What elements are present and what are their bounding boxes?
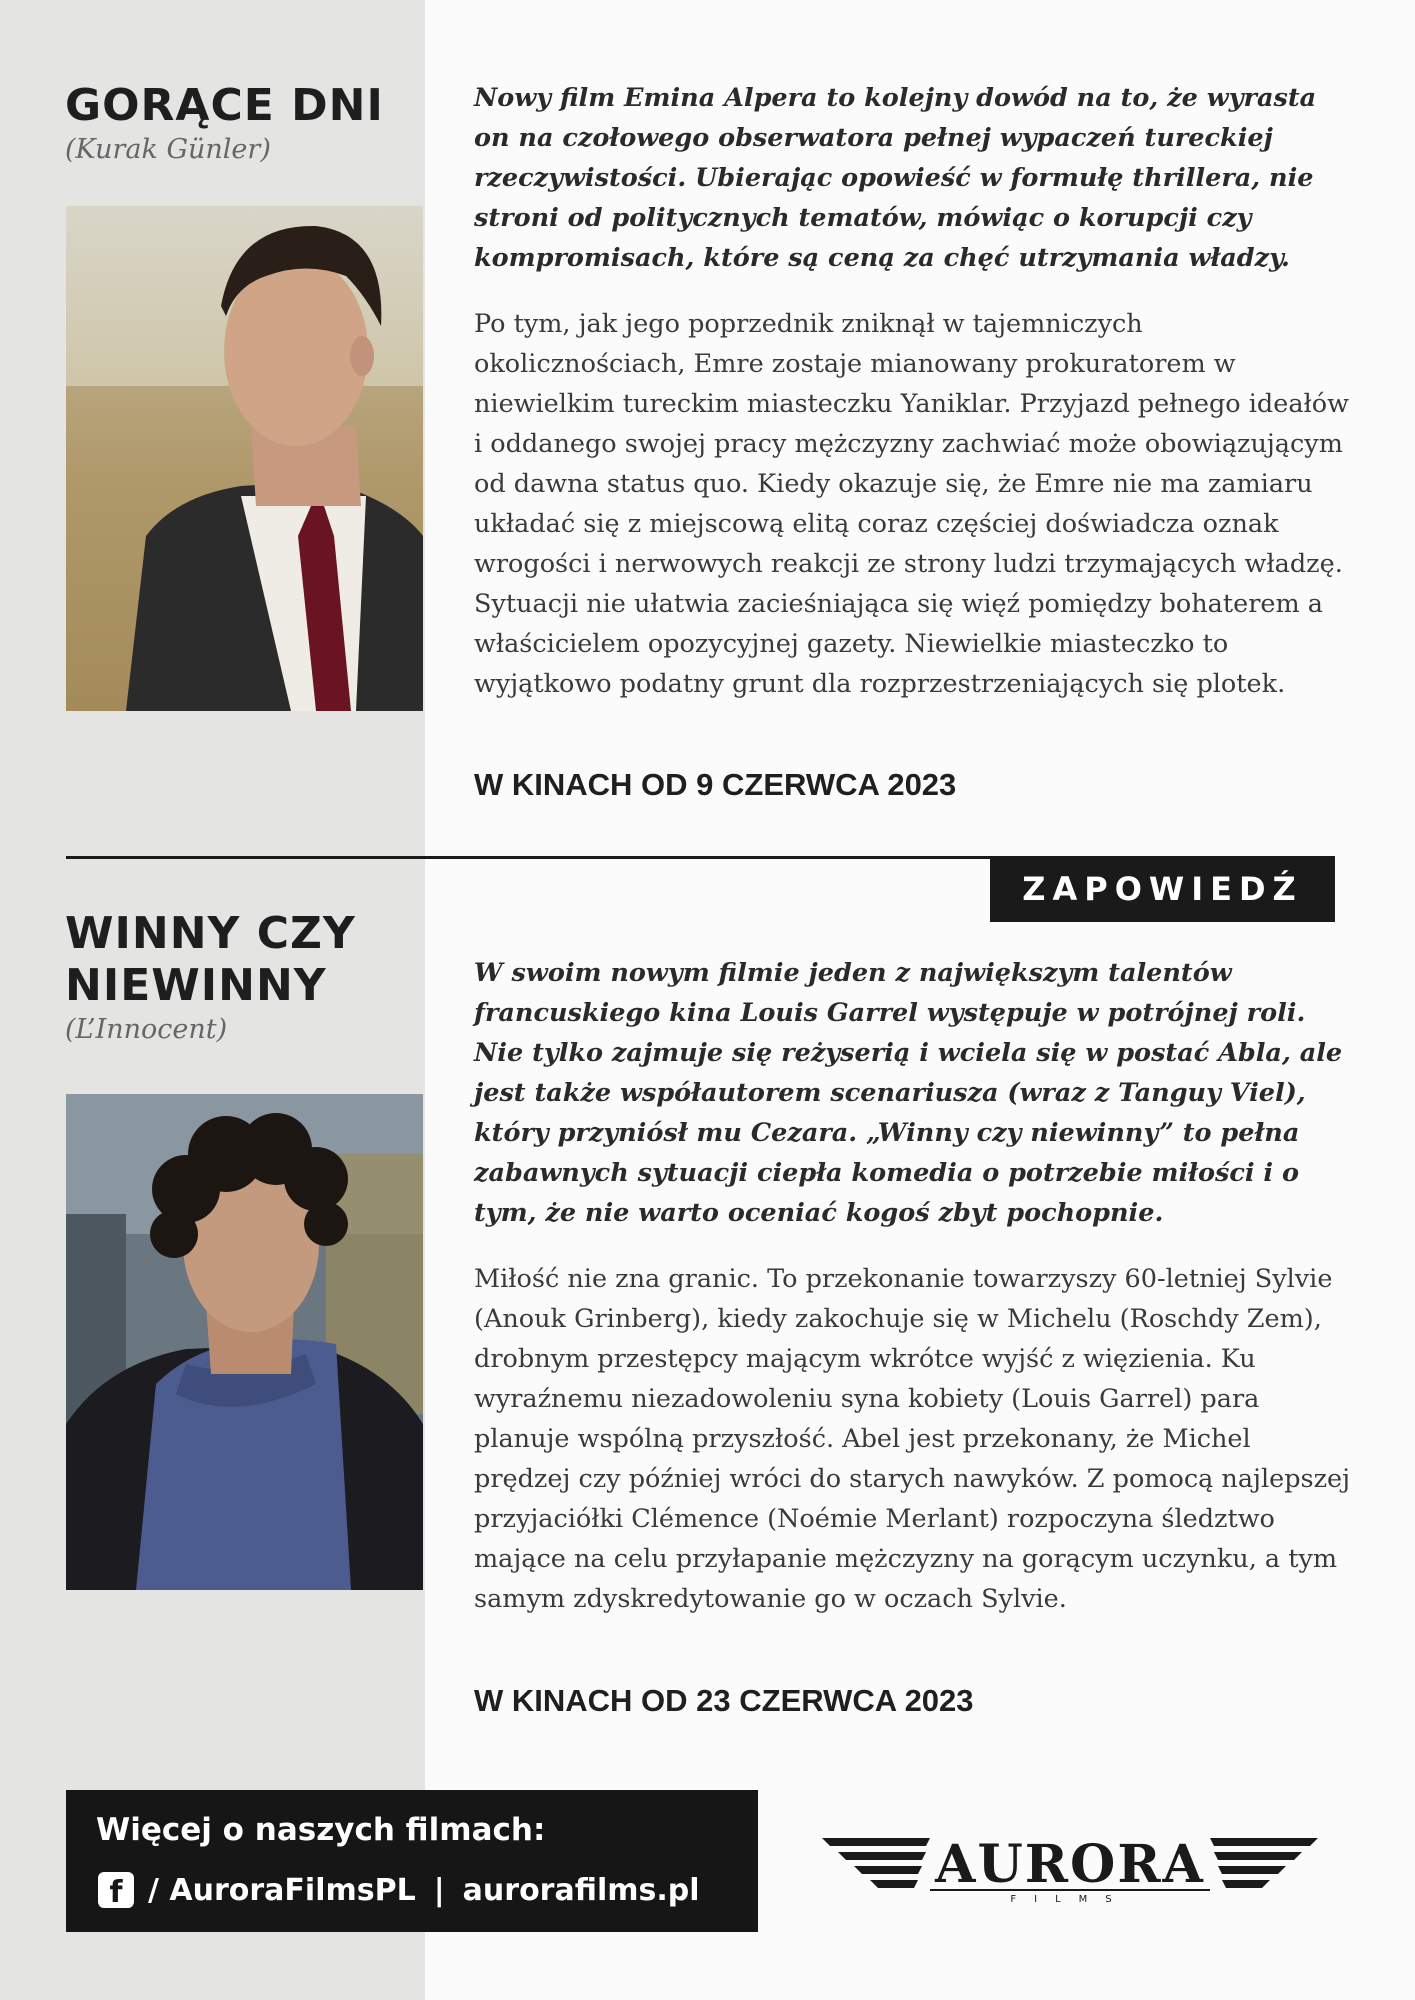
facebook-icon[interactable]: f: [98, 1872, 134, 1908]
movie1-release-date: W KINACH OD 9 CZERWCA 2023: [474, 767, 957, 802]
movie1-lead-paragraph: Nowy film Emina Alpera to kolejny dowód na to, że wyrasta on na czołowego obserwatora pełnej wypaczeń tureckiej rzeczywistości. Ubierając opowieść w formułę thrillera, nie stroni od politycznych tematów, mówiąc o korupcji czy kompromisach, które są ceną za chęć utrzymania władzy.: [474, 83, 1317, 273]
website-link[interactable]: aurorafilms.pl: [462, 1872, 700, 1908]
footer-info-box: [66, 1790, 758, 1932]
movie1-synopsis: Po tym, jak jego poprzednik zniknął w tajemniczych okolicznościach, Emre zostaje mianowany prokuratorem w niewielkim tureckim miasteczku Yaniklar. Przyjazd pełnego ideałów i oddanego swojej pracy mężczyzny zachwiać może obowiązującym od dawna status quo. Kiedy okazuje się, że Emre nie ma zamiaru układać się z miejscową elitą coraz częściej doświadcza oznak wrogości i nerwowych reakcji ze strony ludzi trzymających władzę. Sytuacji nie ułatwia zacieśniająca się więź pomiędzy bohaterem a właścicielem opozycyjnej gazety. Niewielkie miasteczko to wyjątkowo podatny grunt dla rozprzestrzeniających się plotek.: [474, 309, 1349, 699]
movie2-synopsis: Miłość nie zna granic. To przekonanie towarzyszy 60-letniej Sylvie (Anouk Grinberg), kiedy zakochuje się w Michelu (Roschdy Zem), drobnym przestępcy mającym wkrótce wyjść z więzienia. Ku wyraźnemu niezadowoleniu syna kobiety (Louis Garrel) para planuje wspólną przyszłość. Abel jest przekonany, że Michel prędzej czy później wróci do starych nawyków. Z pomocą najlepszej przyjaciółki Clémence (Noémie Merlant) rozpoczyna śledztwo mające na celu przyłapanie mężczyzny na gorącym uczynku, a tym samym zdyskredytowanie go w oczach Sylvie.: [474, 1264, 1351, 1614]
movie2-original-title: (L’Innocent): [65, 1014, 228, 1045]
man-in-suit-illustration: [66, 206, 423, 711]
movie2-still-photo: [66, 1094, 423, 1590]
movie1-original-title: (Kurak Günler): [65, 134, 271, 165]
aurora-logo-graphic: [822, 1826, 1318, 1904]
movie1-title: GORĄCE DNI: [65, 80, 384, 131]
movie2-title-line2: NIEWINNY: [65, 960, 327, 1011]
movie1-still-photo: [66, 206, 423, 711]
footer-links: [98, 1872, 700, 1908]
footer-heading: Więcej o naszych filmach:: [96, 1812, 546, 1848]
movie2-lead-paragraph: W swoim nowym filmie jeden z największym talentów francuskiego kina Louis Garrel występuje w potrójnej roli. Nie tylko zajmuje się reżyserią i wciela się w postać Abla, ale jest także współautorem scenariusza (wraz z Tanguy Viel), który przyniósł mu Cezara. „Winny czy niewinny” to pełna zabawnych sytuacji ciepła komedia o potrzebie miłości i o tym, że nie warto oceniać kogoś zbyt pochopnie.: [474, 958, 1343, 1228]
aurora-films-logo: [822, 1826, 1318, 1904]
movie2-title-line1: WINNY CZY: [65, 908, 356, 959]
man-in-hoodie-illustration: [66, 1094, 423, 1590]
announcement-badge: ZAPOWIEDŹ: [990, 856, 1335, 922]
movie2-release-date: W KINACH OD 23 CZERWCA 2023: [474, 1683, 974, 1718]
logo-subtitle: FILMS: [1010, 1894, 1130, 1904]
logo-wordmark: AURORA: [935, 1834, 1205, 1895]
facebook-handle-link[interactable]: / AuroraFilmsPL: [148, 1872, 416, 1908]
footer-separator: |: [433, 1872, 445, 1908]
